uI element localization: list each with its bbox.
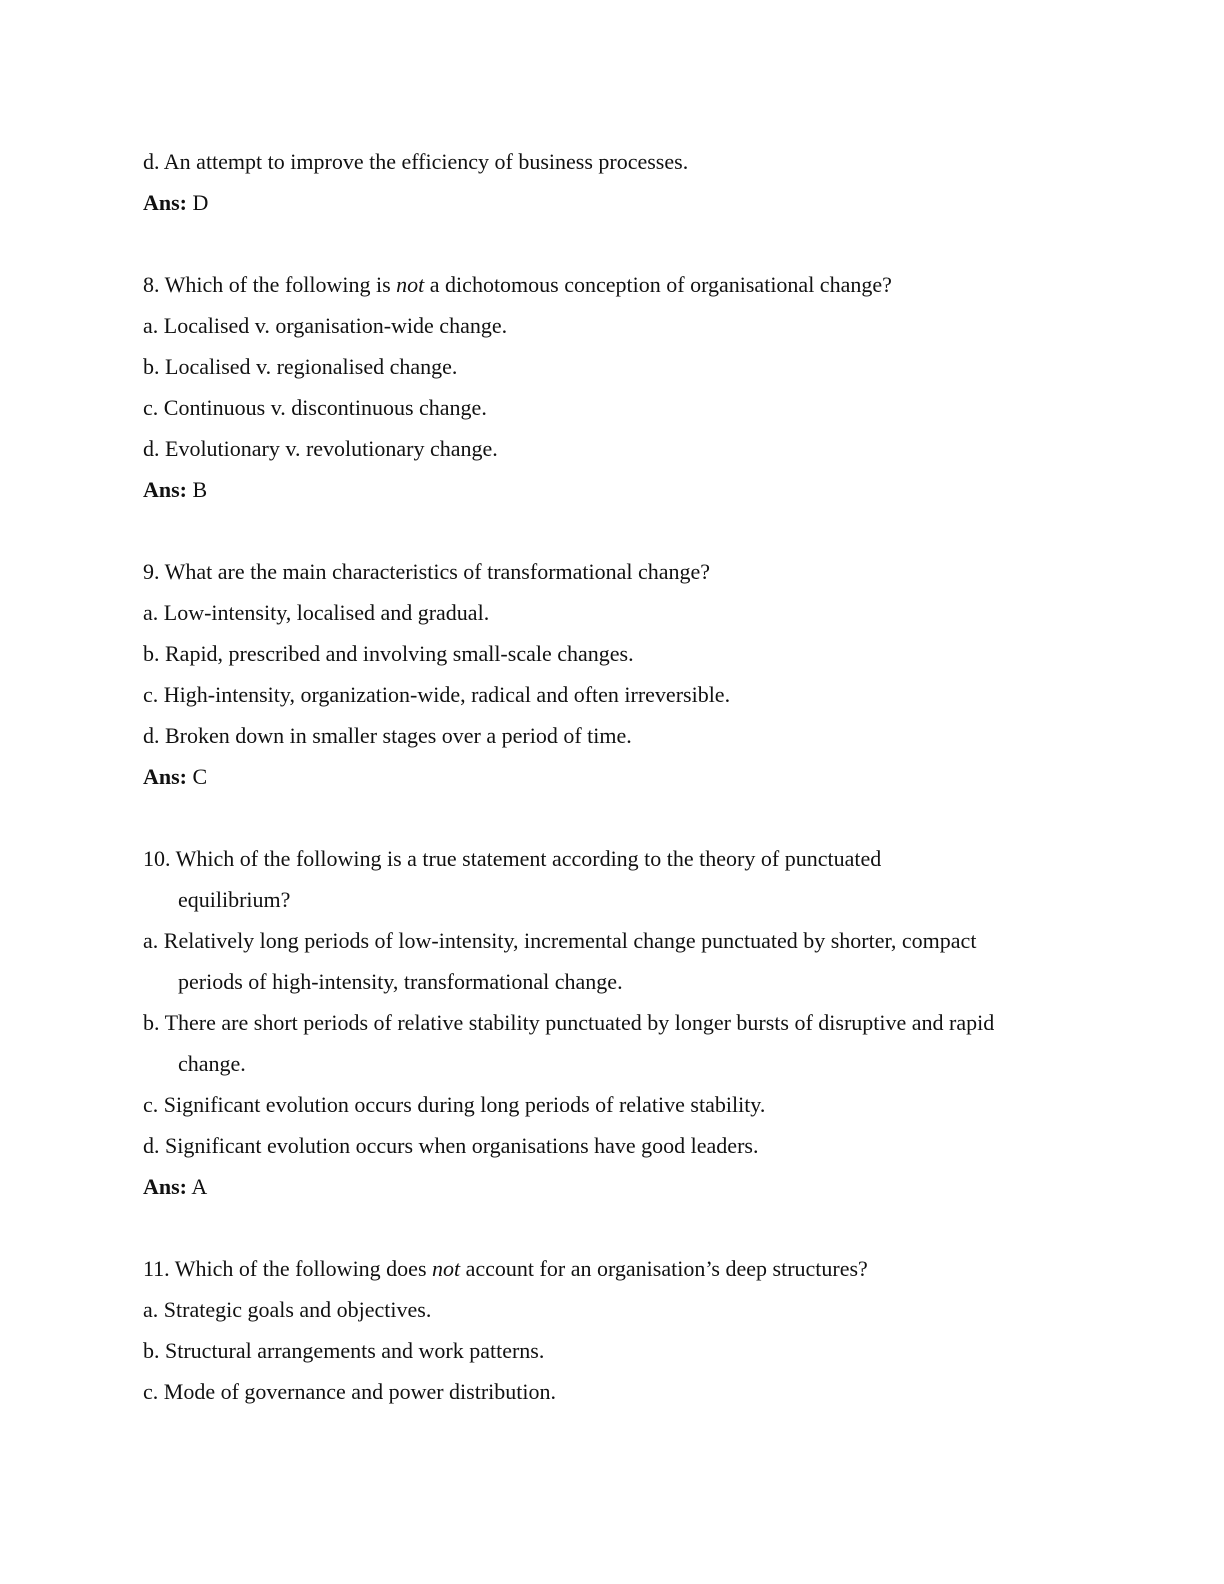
answer-label: Ans: [143, 477, 188, 502]
q8-stem [143, 264, 1043, 305]
q8-stem-emphasis: not [396, 272, 425, 297]
q9-option-a: a. Low-intensity, localised and gradual. [143, 600, 490, 625]
q10-answer [143, 1166, 1043, 1207]
q8-stem-pre: 8. Which of the following is [143, 272, 397, 297]
q8-option-b: b. Localised v. regionalised change. [143, 354, 458, 379]
q11-option-b: b. Structural arrangements and work patterns. [143, 1338, 545, 1363]
q10-option-a: a. Relatively long periods of low-intensity, incremental change punctuated by shorter, compact periods of high-intensity, transformational change. [143, 928, 977, 994]
answer-label: Ans: [143, 1174, 188, 1199]
q11-stem-post: account for an organisation’s deep structures? [460, 1256, 868, 1281]
answer-value: B [192, 477, 208, 502]
spacer [143, 1207, 1043, 1248]
spacer [143, 797, 1043, 838]
q7-answer [143, 182, 1043, 223]
q11-stem-pre: 11. Which of the following does [143, 1256, 433, 1281]
answer-value: A [191, 1174, 208, 1199]
q9-option-c: c. High-intensity, organization-wide, radical and often irreversible. [143, 682, 731, 707]
q9-option-d: d. Broken down in smaller stages over a period of time. [143, 723, 632, 748]
spacer [143, 510, 1043, 551]
q8-stem-post: a dichotomous conception of organisational change? [424, 272, 892, 297]
q8-option-a: a. Localised v. organisation-wide change. [143, 313, 508, 338]
answer-label: Ans: [143, 190, 188, 215]
q11-stem-emphasis: not [432, 1256, 461, 1281]
answer-label: Ans: [143, 764, 188, 789]
q11-stem [143, 1248, 1043, 1289]
document-page [143, 141, 1043, 1412]
q9-answer [143, 756, 1043, 797]
answer-value: D [192, 190, 209, 215]
answer-value: C [192, 764, 208, 789]
q7-option-d: d. An attempt to improve the efficiency of business processes. [143, 149, 689, 174]
q10-option-b: b. There are short periods of relative stability punctuated by longer bursts of disruptive and rapid change. [143, 1010, 995, 1076]
q8-option-d: d. Evolutionary v. revolutionary change. [143, 436, 498, 461]
spacer [143, 223, 1043, 264]
q8-option-c: c. Continuous v. discontinuous change. [143, 395, 487, 420]
q10-stem: 10. Which of the following is a true statement according to the theory of punctuated equilibrium? [143, 846, 882, 912]
q8-answer [143, 469, 1043, 510]
q10-option-c: c. Significant evolution occurs during long periods of relative stability. [143, 1092, 766, 1117]
q11-option-a: a. Strategic goals and objectives. [143, 1297, 432, 1322]
q10-option-d: d. Significant evolution occurs when organisations have good leaders. [143, 1133, 759, 1158]
q9-stem: 9. What are the main characteristics of transformational change? [143, 559, 711, 584]
q9-option-b: b. Rapid, prescribed and involving small-scale changes. [143, 641, 634, 666]
q11-option-c: c. Mode of governance and power distribution. [143, 1379, 556, 1404]
